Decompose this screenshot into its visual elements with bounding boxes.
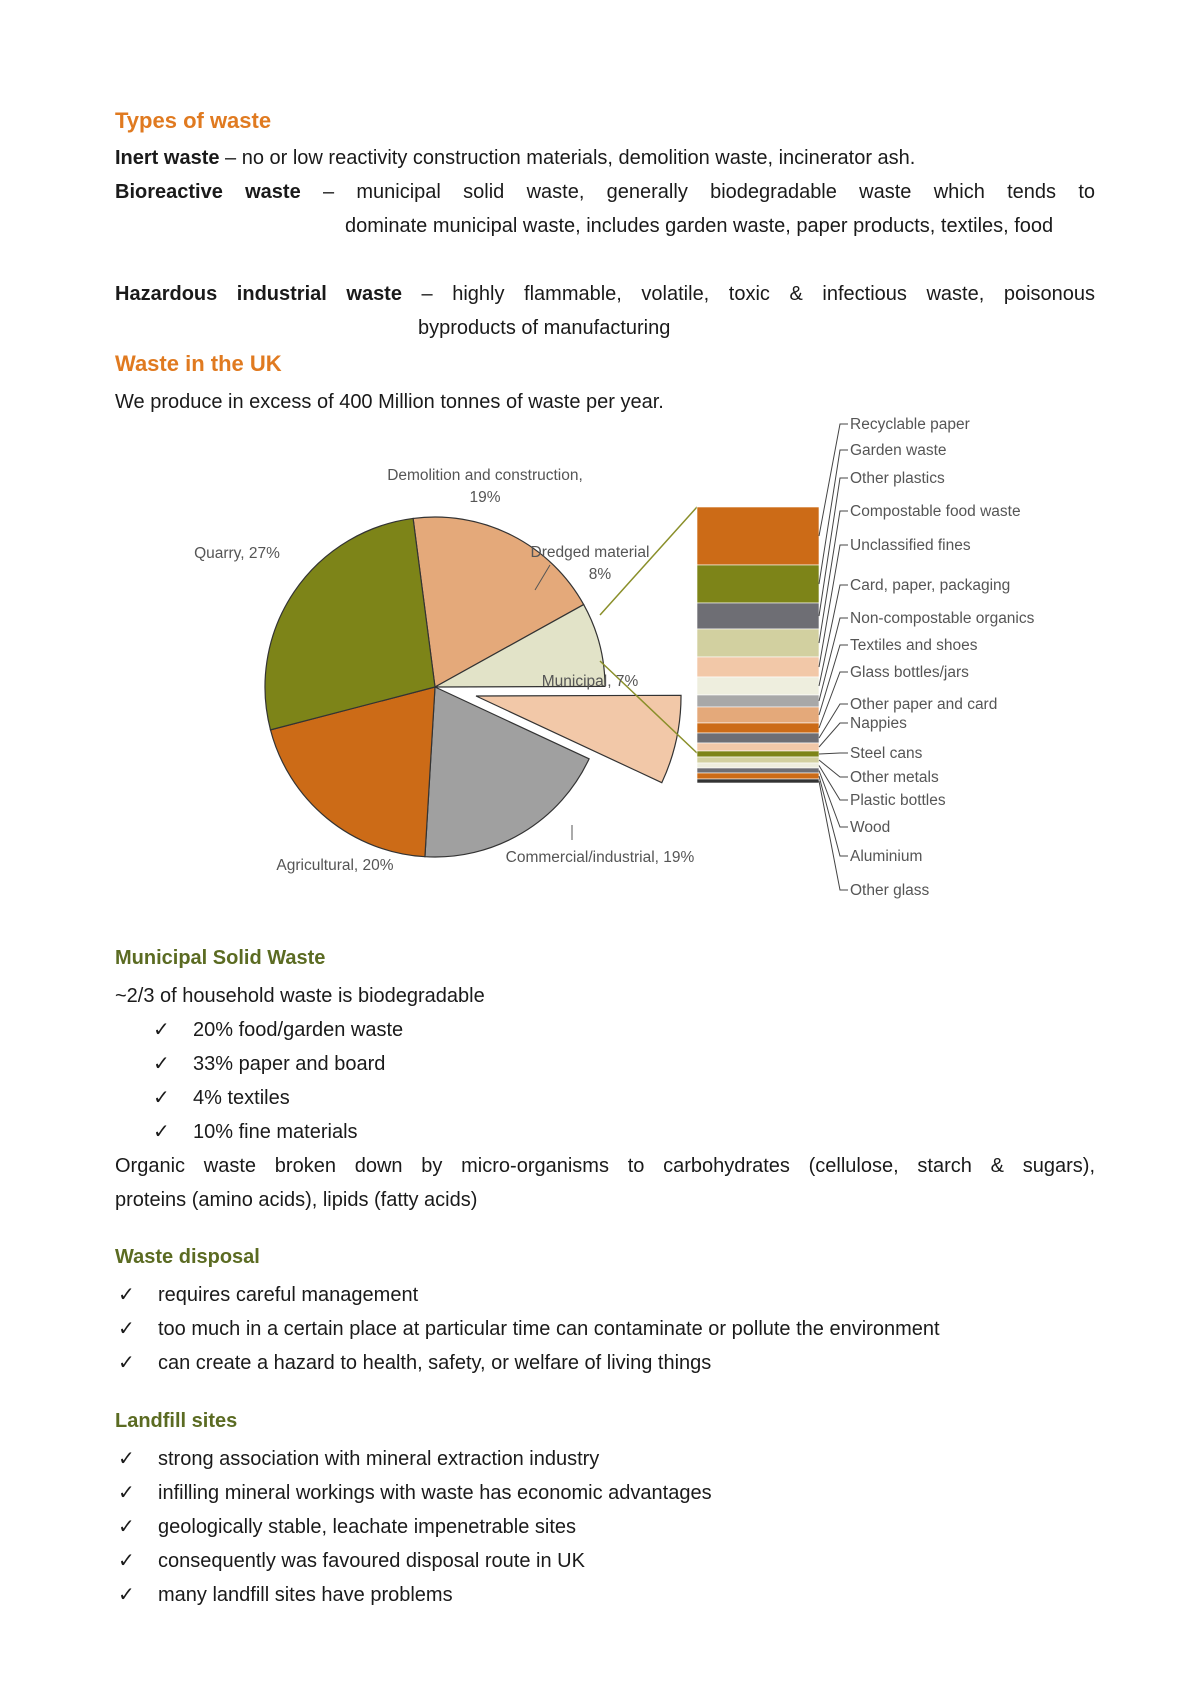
disposal-list-item-text: too much in a certain place at particular time can contaminate or pollute the environment [158,1318,940,1340]
breakdown-label: Steel cans [850,745,923,762]
municipal-segment [697,677,819,695]
municipal-segment [697,507,819,565]
breakdown-leader [819,771,848,828]
municipal-segment [697,695,819,707]
pie-slice-value-label: 8% [588,566,612,583]
organic-waste-text-2: proteins (amino acids), lipids (fatty acids) [115,1189,478,1211]
landfill-list [118,1442,712,1612]
breakdown-label: Plastic bottles [850,792,946,809]
bioreactive-waste-text: – municipal solid waste, generally biodegradable waste which tends to [300,181,1095,203]
breakdown-label: Compostable food waste [850,503,1021,520]
municipal-segment [697,757,819,763]
hazardous-waste-term: Hazardous industrial waste [115,283,402,305]
checkmark-icon: ✓ [153,1053,170,1075]
breakdown-leader [819,760,848,777]
waste-in-uk-text: We produce in excess of 400 Million tonnes of waste per year. [115,391,664,413]
pie-slice-value-label: 19% [469,489,501,506]
landfill-list-item-text: consequently was favoured disposal route in UK [158,1550,585,1572]
msw-heading: Municipal Solid Waste [115,947,326,969]
breakdown-label: Non-compostable organics [850,610,1035,627]
breakdown-leader [819,585,848,686]
breakdown-label: Other glass [850,882,930,899]
checkmark-icon: ✓ [118,1318,135,1340]
municipal-segment [697,733,819,743]
breakdown-leader [819,723,848,747]
landfill-list-item [118,1442,712,1476]
breakdown-leader [819,478,848,616]
breakdown-label: Recyclable paper [850,416,970,433]
landfill-list-item [118,1510,712,1544]
msw-list [153,1013,403,1149]
breakdown-label: Unclassified fines [850,537,971,554]
checkmark-icon: ✓ [153,1019,170,1041]
types-of-waste-heading: Types of waste [115,108,272,133]
pie-slice-label: Quarry, 27% [194,545,280,562]
disposal-list-item [118,1312,940,1346]
breakdown-leader [819,704,848,738]
disposal-list-item-text: can create a hazard to health, safety, or welfare of living things [158,1352,712,1374]
checkmark-icon: ✓ [118,1448,135,1470]
inert-waste-definition [115,141,1095,175]
landfill-list-item-text: infilling mineral workings with waste has economic advantages [158,1482,712,1504]
municipal-segment [697,763,819,768]
connector-line [600,507,697,615]
hazardous-waste-continuation: byproducts of manufacturing [418,317,671,339]
msw-intro: ~2/3 of household waste is biodegradable [115,985,485,1007]
landfill-list-item-text: many landfill sites have problems [158,1584,453,1606]
inert-waste-term: Inert waste [115,147,220,169]
hazardous-waste-definition [115,277,1095,311]
hazardous-waste-text: – highly flammable, volatile, toxic & infectious waste, poisonous [401,283,1096,305]
municipal-segment [697,657,819,677]
municipal-segment [697,773,819,779]
breakdown-label: Glass bottles/jars [850,664,969,681]
municipal-segment [697,603,819,629]
pie-slice-label: Demolition and construction, [387,467,583,484]
disposal-list-item [118,1278,940,1312]
msw-list-item-text: 10% fine materials [193,1121,358,1143]
landfill-list-item [118,1578,712,1612]
breakdown-label: Other plastics [850,470,945,487]
checkmark-icon: ✓ [118,1284,135,1306]
municipal-segment [697,565,819,603]
waste-disposal-list [118,1278,940,1380]
disposal-list-item-text: requires careful management [158,1284,419,1306]
pie-slice-label: Agricultural, 20% [276,857,394,874]
waste-pie-chart [180,416,1100,1005]
breakdown-leader [819,753,848,754]
breakdown-leader [819,545,848,667]
landfill-list-item-text: strong association with mineral extraction industry [158,1448,600,1470]
waste-in-uk-heading: Waste in the UK [115,351,282,376]
breakdown-leader [819,776,848,856]
breakdown-label: Aluminium [850,848,923,865]
bioreactive-waste-term: Bioreactive waste [115,181,301,203]
inert-waste-text: – no or low reactivity construction materials, demolition waste, incinerator ash. [219,147,916,169]
breakdown-label: Other metals [850,769,939,786]
msw-list-item [153,1047,403,1081]
checkmark-icon: ✓ [118,1516,135,1538]
checkmark-icon: ✓ [153,1087,170,1109]
msw-list-item-text: 20% food/garden waste [193,1019,404,1041]
checkmark-icon: ✓ [118,1482,135,1504]
msw-list-item [153,1081,403,1115]
bioreactive-waste-continuation: dominate municipal waste, includes garden waste, paper products, textiles, food [345,215,1054,237]
waste-disposal-heading: Waste disposal [115,1246,260,1268]
breakdown-leader [819,450,848,584]
checkmark-icon: ✓ [118,1352,135,1374]
pie-slice-label: Municipal, 7% [541,673,639,690]
breakdown-label: Wood [850,819,891,836]
breakdown-label: Textiles and shoes [850,637,978,654]
msw-list-item-text: 33% paper and board [193,1053,386,1075]
landfill-heading: Landfill sites [115,1410,238,1432]
breakdown-leader [819,511,848,643]
breakdown-label: Garden waste [850,442,947,459]
breakdown-label: Other paper and card [850,696,998,713]
checkmark-icon: ✓ [153,1121,170,1143]
organic-waste-text-1: Organic waste broken down by micro-organisms to carbohydrates (cellulose, starch & sugars), [115,1155,1095,1177]
landfill-list-item [118,1544,712,1578]
checkmark-icon: ✓ [118,1584,135,1606]
municipal-segment [697,768,819,773]
bioreactive-waste-definition [115,175,1095,209]
breakdown-leader [819,781,848,890]
municipal-segment [697,723,819,733]
msw-list-item [153,1013,403,1047]
msw-list-item-text: 4% textiles [193,1087,290,1109]
landfill-list-item [118,1476,712,1510]
disposal-list-item [118,1346,940,1380]
msw-list-item [153,1115,403,1149]
municipal-segment [697,707,819,723]
municipal-segment [697,629,819,657]
breakdown-label: Nappies [850,715,907,732]
breakdown-label: Card, paper, packaging [850,577,1011,594]
pie-slice-label: Dredged material [530,544,650,561]
landfill-list-item-text: geologically stable, leachate impenetrable sites [158,1516,577,1538]
municipal-segment [697,779,819,783]
pie-slice-label: Commercial/industrial, 19% [505,849,695,866]
municipal-segment [697,743,819,751]
municipal-segment [697,751,819,757]
checkmark-icon: ✓ [118,1550,135,1572]
